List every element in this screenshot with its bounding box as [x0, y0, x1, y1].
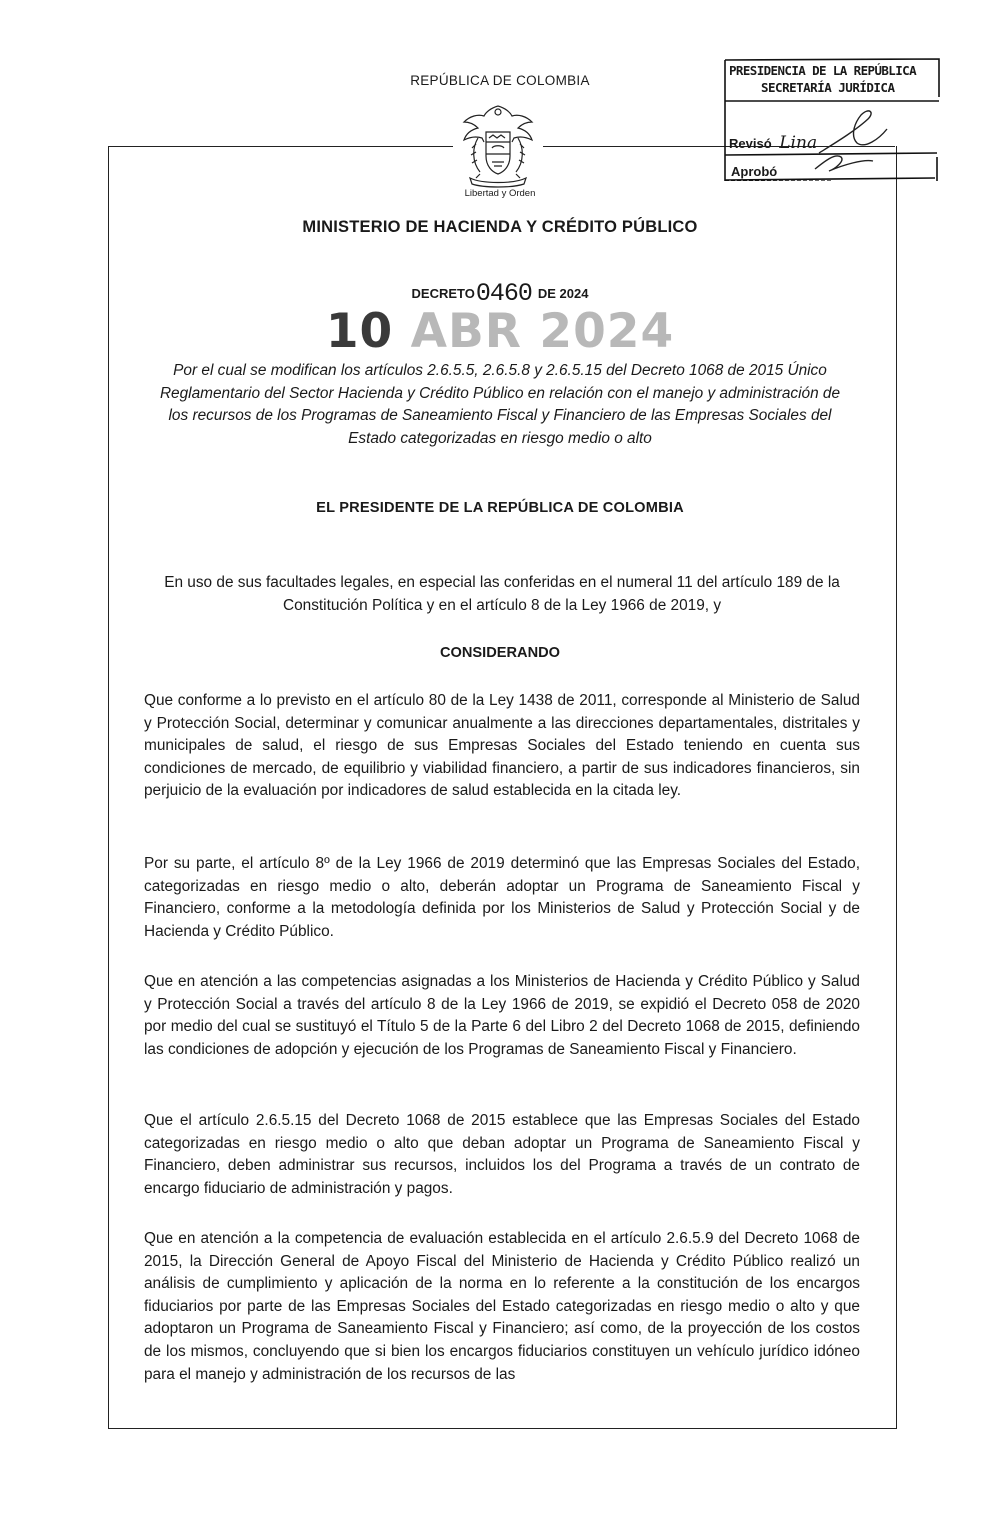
ministry-heading: MINISTERIO DE HACIENDA Y CRÉDITO PÚBLICO	[302, 218, 698, 236]
stamp-aprobo: Aprobó	[731, 164, 778, 179]
stamp-reviso	[729, 133, 817, 153]
stamp-reviso-label: Revisó	[729, 136, 772, 151]
country-heading: REPÚBLICA DE COLOMBIA	[410, 73, 590, 88]
date-stamp-day: 10	[325, 304, 394, 359]
considerando-paragraph: Que en atención a la competencia de evaluación establecida en el artículo 2.6.5.9 del Decreto 1068 de 2015, la Dirección General de Apoyo Fiscal del Ministerio de Hacienda y Crédito Público realizó un análisis de cumplimiento y aplicación de la norma en lo referente a la constitución de los encargos fiduciarios por parte de las Empresas Sociales del Estado categorizadas en riesgo medio o alto y que adoptaron un Programa de Saneamiento Fiscal y Financiero; así como, de la proyección de los costos de los mismos, concluyendo que si bien los encargos fiduciarios constituyen un vehículo jurídico idóneo para el manejo y administración de los recursos de las	[144, 1230, 860, 1383]
decree-number: 0460	[475, 279, 532, 308]
legal-basis-paragraph: En uso de sus facultades legales, en especial las conferidas en el numeral 11 del artículo 189 de la Constitución Política y en el artículo 8 de la Ley 1966 de 2019, y	[164, 574, 840, 614]
president-heading: EL PRESIDENTE DE LA REPÚBLICA DE COLOMBIA	[316, 500, 684, 516]
coat-of-arms-icon	[456, 102, 540, 190]
stamp-reviso-name: Lina	[779, 133, 818, 153]
considerando-paragraph: Por su parte, el artículo 8º de la Ley 1966 de 2019 determinó que las Empresas Sociales del Estado, categorizadas en riesgo medio o alto, deberán adoptar un Programa de Saneamiento Fiscal y Financiero, conforme a la metodología definida por los Ministerios de Salud y Protección Social y de Hacienda y Crédito Público.	[144, 855, 860, 940]
stamp-presidencia: PRESIDENCIA DE LA REPÚBLICA	[729, 63, 916, 78]
decree-epigraph: Por el cual se modifican los artículos 2.6.5.5, 2.6.5.8 y 2.6.5.15 del Decreto 1068 de 2015 Único Reglamentario del Sector Hacienda y Crédito Público en relación con el manejo y administración de los recursos de los Programas de Saneamiento Fiscal y Financiero de las Empresas Sociales del Estado categorizadas en riesgo medio o alto	[159, 362, 841, 448]
considerando-paragraph: Que el artículo 2.6.5.15 del Decreto 1068 de 2015 establece que las Empresas Sociales del Estado categorizadas en riesgo medio o alto que deban adoptar un Programa de Saneamiento Fiscal y Financiero, deben administrar sus recursos, incluidos los del Programa a través de un contrato de encargo fiduciario de administración y pagos.	[144, 1112, 860, 1197]
decree-year: DE 2024	[537, 286, 589, 301]
decree-label: DECRETO	[411, 286, 475, 301]
date-stamp	[0, 304, 1000, 359]
legal-review-stamp	[723, 57, 940, 181]
stamp-secretaria: SECRETARÍA JURÍDICA	[761, 80, 895, 95]
considerando-paragraph: Que conforme a lo previsto en el artículo 80 de la Ley 1438 de 2011, corresponde al Ministerio de Salud y Protección Social, determinar y comunicar anualmente a las direcciones departamentales, distritales y municipales de salud, el riesgo de sus Empresas Sociales del Estado teniendo en cuenta sus condiciones de mercado, de equilibrio y viabilidad financiero, a partir de sus indicadores financieros, sin perjuicio de la evaluación por indicadores de salud establecida en la citada ley.	[144, 692, 860, 800]
considerando-paragraph: Que en atención a las competencias asignadas a los Ministerios de Hacienda y Crédito Público y Salud y Protección Social a través del artículo 8 de la Ley 1966 de 2019, se expidió el Decreto 058 de 2020 por medio del cual se sustituyó el Título 5 de la Parte 6 del Libro 2 del Decreto 1068 de 2015, definiendo las condiciones de adopción y ejecución de los Programas de Saneamiento Fiscal y Financiero.	[144, 973, 860, 1058]
considerando-heading: CONSIDERANDO	[440, 645, 560, 661]
date-stamp-month-year: ABR 2024	[410, 304, 675, 359]
seal-motto: Libertad y Orden	[464, 188, 536, 199]
